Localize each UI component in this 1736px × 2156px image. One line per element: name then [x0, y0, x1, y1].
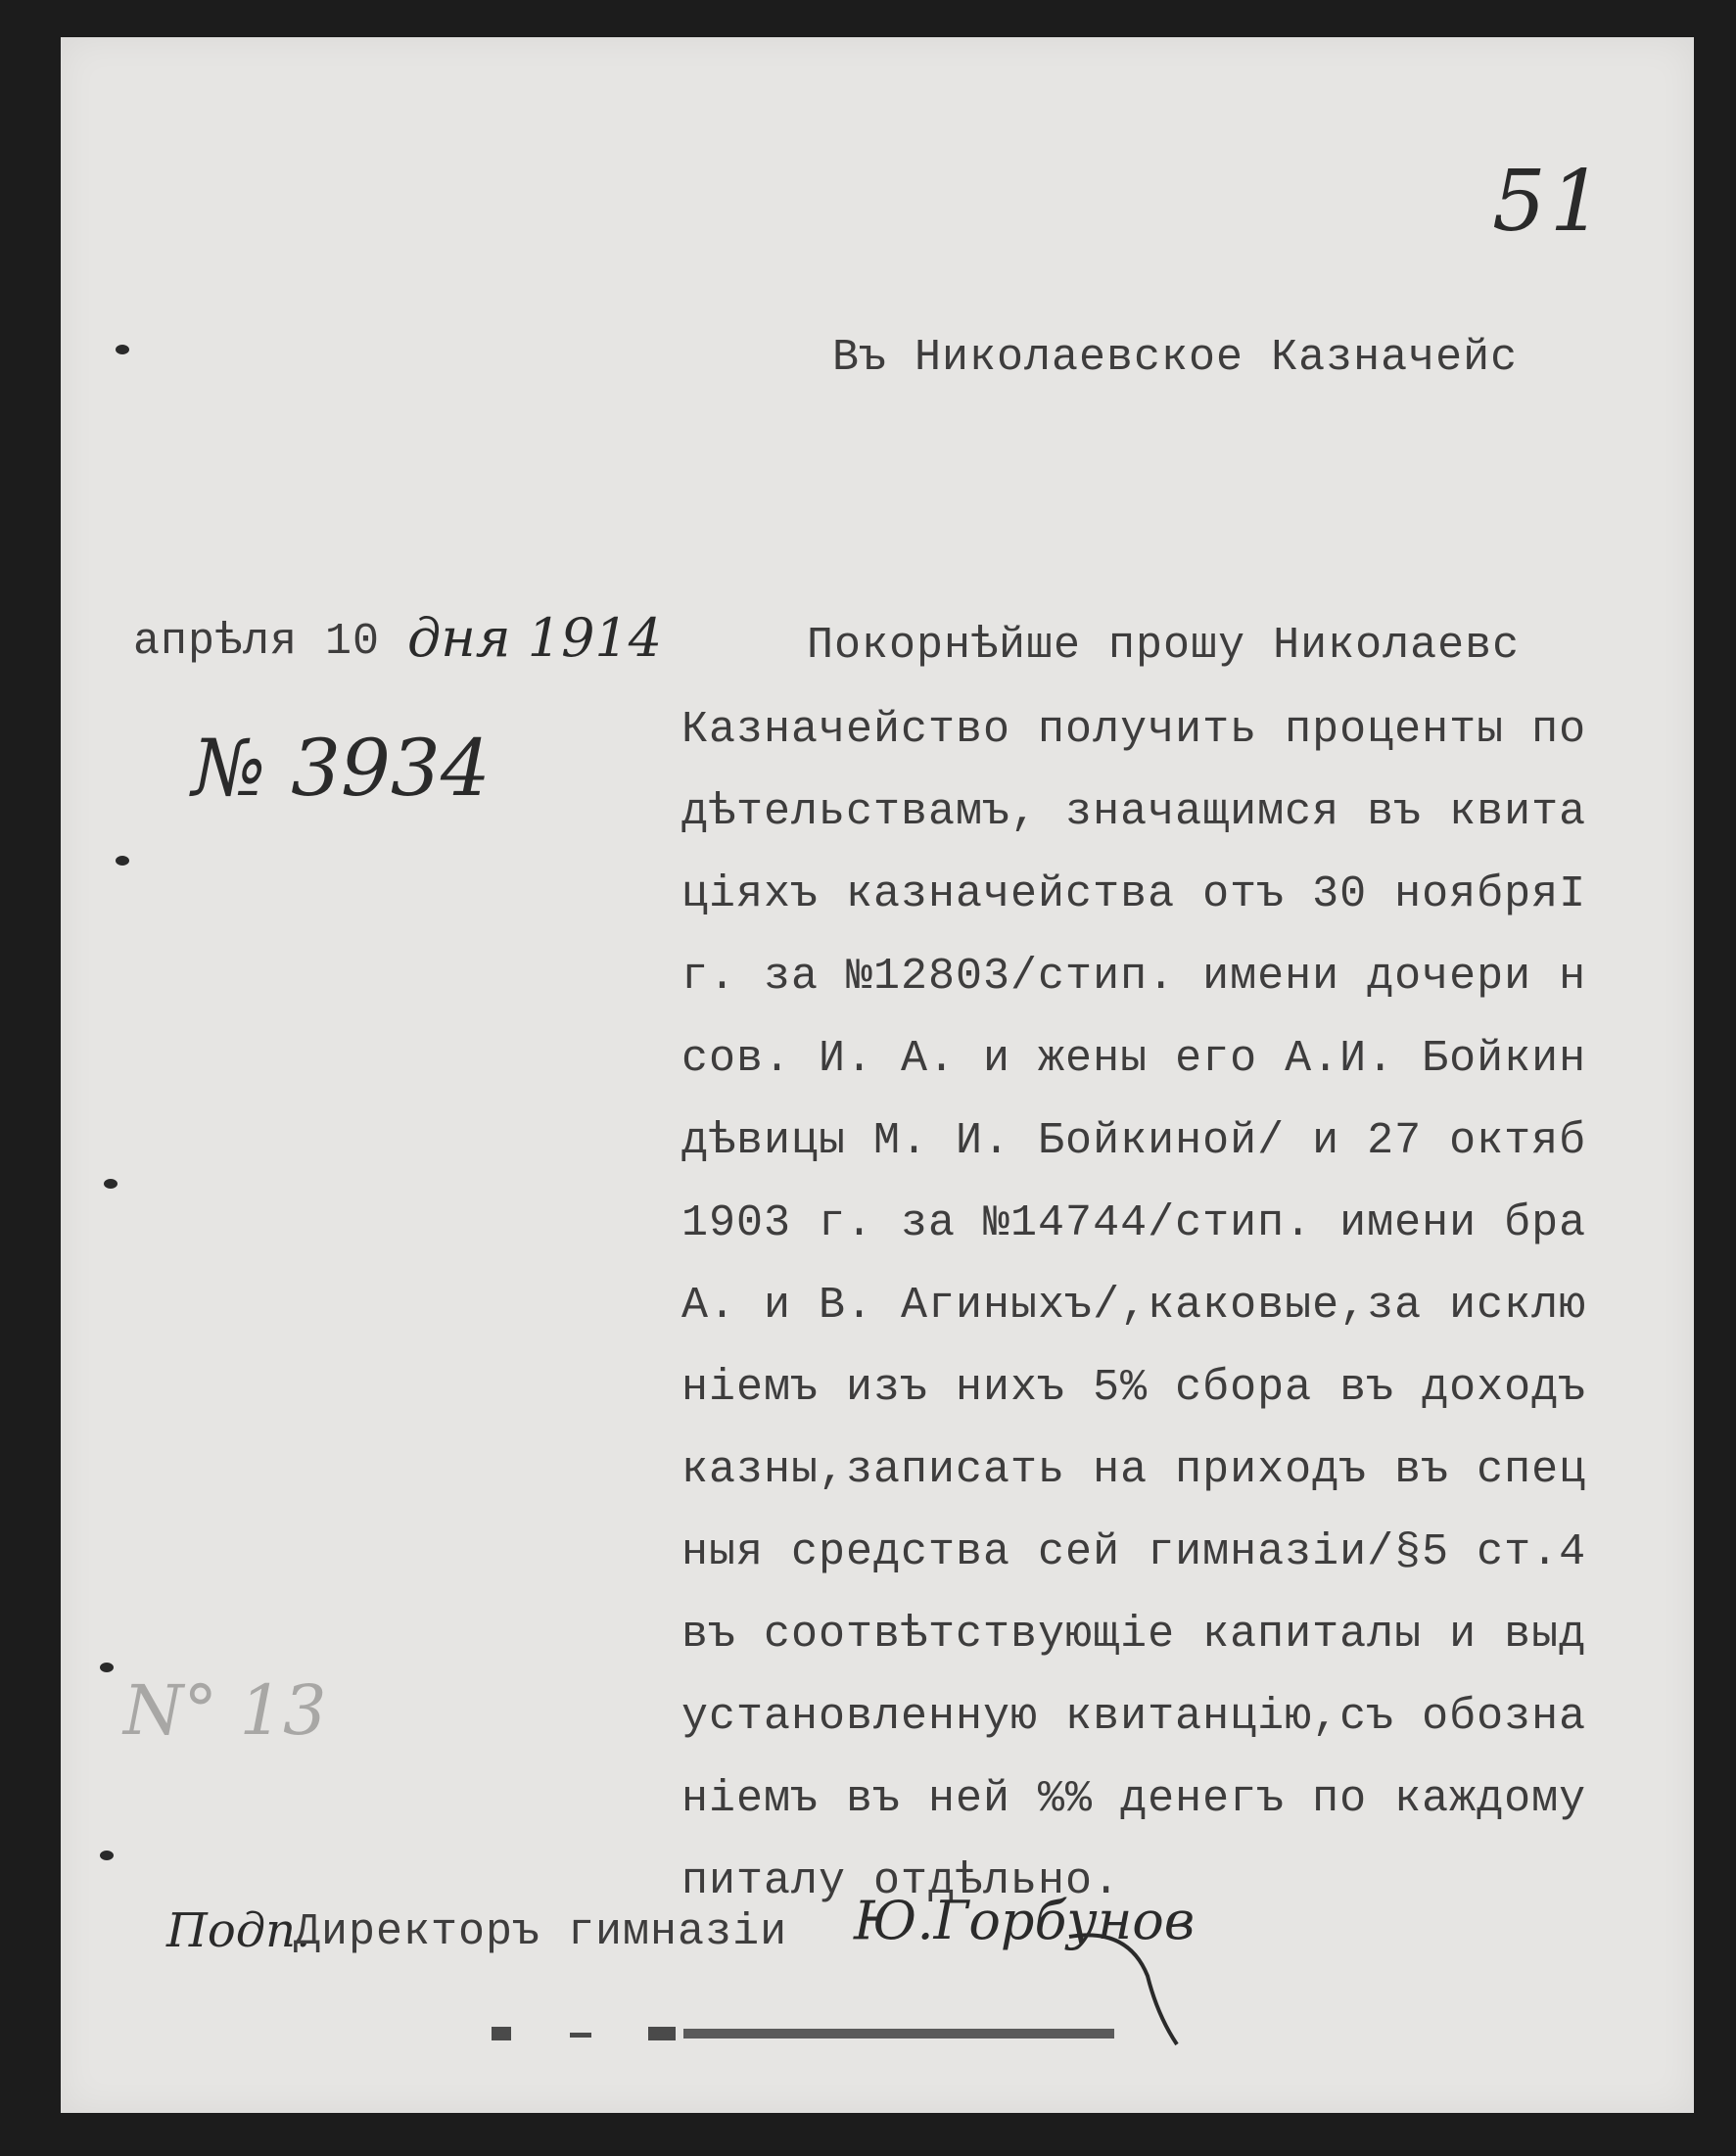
body-line: А. и В. Агиныхъ/,каковые,за исклю: [681, 1281, 1587, 1331]
signature: Ю.Горбунов: [854, 1890, 1196, 1951]
body-line: ныя средства сей гимназiи/§5 ст.4: [681, 1527, 1587, 1577]
binder-hole-mark: [116, 856, 129, 866]
body-line: г. за №12803/стип. имени дочери н: [681, 952, 1587, 1002]
addressee-line: Въ Николаевское Казначейс: [832, 333, 1519, 383]
body-line: питалу отдѣльно.: [681, 1856, 1121, 1906]
outgoing-number: № 3934: [192, 723, 491, 814]
binder-hole-mark: [100, 1851, 114, 1860]
body-line: Казначейство получить проценты по: [681, 705, 1587, 755]
margin-note: N° 13: [123, 1670, 327, 1751]
body-line: цiяхъ казначейства отъ 30 ноябряI: [681, 869, 1587, 919]
signature-marker: Подп.: [166, 1903, 311, 1958]
body-line: установленную квитанцiю,съ обозна: [681, 1692, 1587, 1742]
date-handwritten: дня 1914: [407, 607, 663, 669]
body-line: въ соотвѣтствующiе капиталы и выд: [681, 1610, 1587, 1660]
body-line: 1903 г. за №14744/стип. имени бра: [681, 1198, 1587, 1248]
binder-hole-mark: [104, 1179, 117, 1189]
body-line: нiемъ изъ нихъ 5% сбора въ доходъ: [681, 1363, 1587, 1413]
body-line: казны,записать на приходъ въ спец: [681, 1445, 1587, 1495]
body-line: дѣтельствамъ, значащимся въ квита: [681, 787, 1587, 837]
binder-hole-mark: [116, 345, 129, 354]
body-line: нiемъ въ ней %% денегъ по каждому: [681, 1774, 1587, 1824]
date-typed: апрѣля 10: [133, 617, 381, 667]
folio-number: 51: [1492, 153, 1608, 251]
cutoff-text-line: [492, 2025, 1157, 2042]
body-line: сов. И. А. и жены его А.И. Бойкин: [681, 1034, 1587, 1084]
signatory-title: Директоръ гимназiи: [294, 1907, 788, 1957]
body-line: дѣвицы М. И. Бойкиной/ и 27 октяб: [681, 1116, 1587, 1166]
binder-hole-mark: [100, 1663, 114, 1672]
document-page: [61, 37, 1694, 2113]
body-line: Покорнѣйше прошу Николаевс: [807, 621, 1521, 671]
